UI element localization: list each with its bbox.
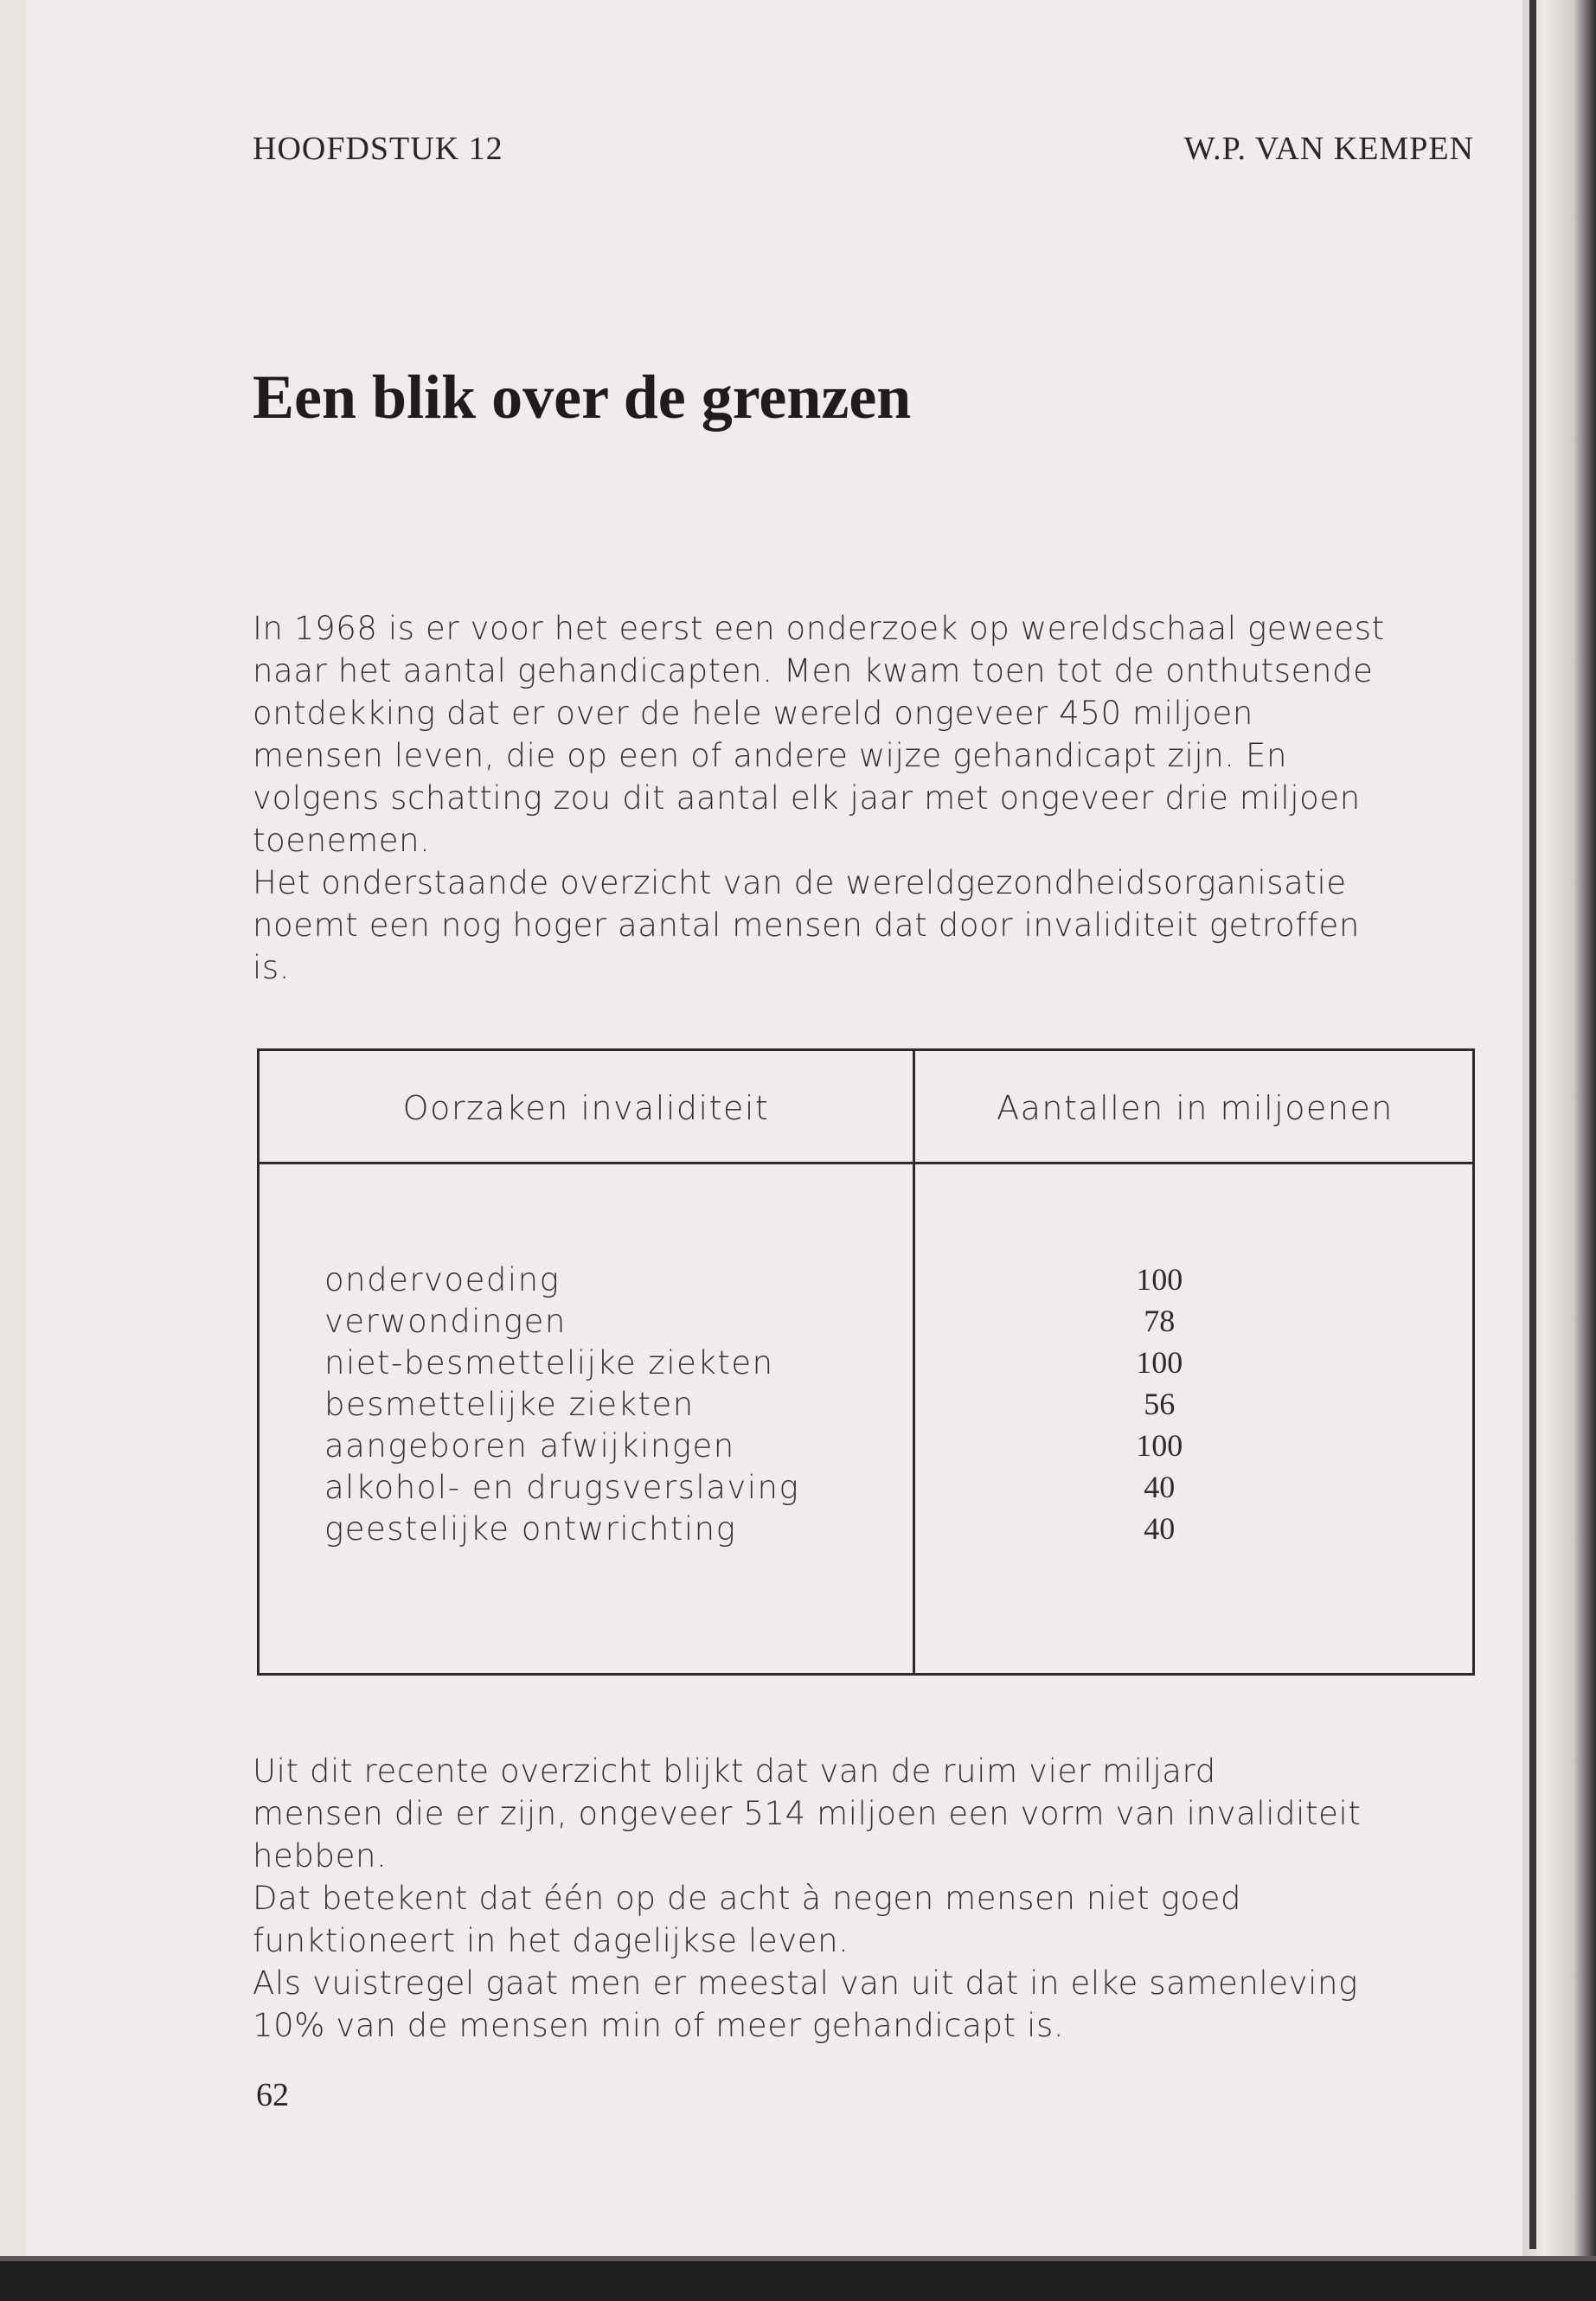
text-line: volgens schatting zou dit aantal elk jaar met ongeveer drie miljoen [253,779,1361,817]
cause-cell: niet-besmettelijke ziekten [324,1343,774,1381]
running-head [253,130,1474,168]
text-line: mensen die er zijn, ongeveer 514 miljoen een vorm van invaliditeit [253,1795,1362,1832]
table-row [324,1259,1440,1300]
text-line: Het onderstaande overzicht van de wereldgezondheidsorganisatie [253,864,1347,901]
text-line: ontdekking dat er over de hele wereld ongeveer 450 miljoen [253,695,1253,732]
text-line: Dat betekent dat één op de acht à negen mensen niet goed [253,1880,1242,1917]
text-line: Uit dit recente overzicht blijkt dat van de ruim vier miljard [253,1753,1216,1790]
table-row [324,1383,1440,1425]
count-cell: 100 [1136,1428,1183,1463]
text-line: funktioneert in het dagelijkse leven. [253,1922,849,1959]
table-row [324,1425,1440,1466]
text-line: is. [253,949,291,986]
table-body [324,1259,1440,1549]
table-row [324,1300,1440,1342]
count-cell: 100 [1136,1262,1183,1297]
text-line: noemt een nog hoger aantal mensen dat door invaliditeit getroffen [253,907,1360,944]
invalidity-table [257,1048,1475,1676]
cause-cell: aangeboren afwijkingen [324,1426,735,1465]
chapter-title: Een blik over de grenzen [253,362,912,432]
cause-cell: ondervoeding [324,1260,561,1298]
outro-paragraph [253,1750,1474,2047]
count-cell: 40 [1144,1470,1176,1504]
count-cell: 78 [1144,1304,1176,1338]
count-cell: 100 [1136,1345,1183,1380]
column-header-causes: Oorzaken invaliditeit [402,1089,770,1127]
table-row [324,1466,1440,1508]
table-row [324,1342,1440,1383]
table-row [324,1508,1440,1549]
cause-cell: alkohol- en drugsverslaving [324,1468,800,1506]
header-divider [260,1162,1472,1164]
text-line: 10% van de mensen min of meer gehandicapt is. [253,2007,1065,2044]
author-name: W.P. VAN KEMPEN [1183,131,1474,167]
cause-cell: besmettelijke ziekten [324,1385,695,1423]
spine-edge [1529,0,1536,2249]
text-line: naar het aantal gehandicapten. Men kwam toen tot de onthutsende [253,652,1374,689]
bottom-edge [0,2256,1596,2301]
cause-cell: verwondingen [324,1302,567,1340]
text-line: In 1968 is er voor het eerst een onderzoek op wereldschaal geweest [253,610,1385,647]
page-number: 62 [256,2077,289,2113]
intro-paragraph [253,607,1474,989]
text-line: toenemen. [253,822,431,859]
cause-cell: geestelijke ontwrichting [324,1509,737,1548]
count-cell: 56 [1144,1387,1176,1421]
column-header-counts: Aantallen in miljoenen [997,1089,1394,1127]
text-line: hebben. [253,1837,388,1875]
chapter-label: HOOFDSTUK 12 [253,131,503,167]
count-cell: 40 [1144,1511,1176,1546]
text-line: Als vuistregel gaat men er meestal van uit dat in elke samenleving [253,1965,1358,2002]
text-line: mensen leven, die op een of andere wijze gehandicapt zijn. En [253,737,1288,774]
